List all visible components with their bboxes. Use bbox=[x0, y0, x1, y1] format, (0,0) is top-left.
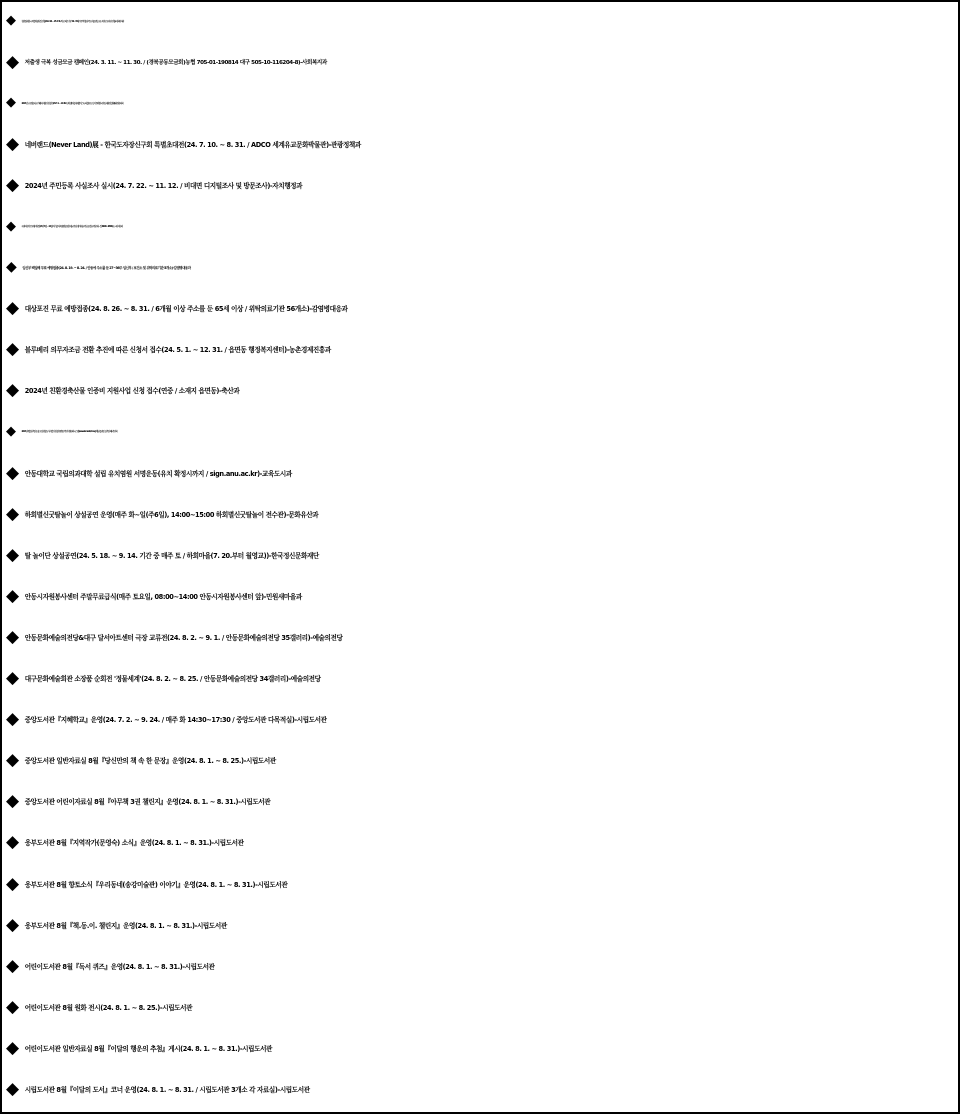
notice-text: 중앙도서관『지혜학교』운영(24. 7. 2. ~ 9. 24. / 매주 화 14:30~17:30 / 중앙도서관 다목적실)-시립도서관 bbox=[24, 716, 327, 725]
diamond-bullet-icon: ◆ bbox=[6, 626, 19, 647]
diamond-bullet-icon: ◆ bbox=[6, 791, 19, 812]
notice-text: 웅부도서관 8월 향토소식『우리동네(송강미술관) 이야기』운영(24. 8. 1. ~ 8. 31.)-시립도서관 bbox=[24, 880, 288, 889]
notice-text: 2024년 노후경유차 조기폐차 지원 신청 접수(24. 7. 1. ~ 11. 30. / 인터넷(자동차배출가스누리집) 또는 등기우편(한국자동차환경협회))-환경관리과 bbox=[21, 101, 124, 105]
diamond-bullet-icon: ◆ bbox=[6, 668, 19, 689]
diamond-bullet-icon: ◆ bbox=[6, 832, 19, 853]
notice-item bbox=[0, 575, 960, 616]
diamond-bullet-icon: ◆ bbox=[6, 996, 19, 1017]
notice-item bbox=[0, 164, 960, 205]
notice-item bbox=[0, 699, 960, 740]
notice-item bbox=[0, 123, 960, 164]
notice-text: 녹색자전거 무료대여사업(24년 3월 ~ 12월 / 어가골 다목적광장, 영호대교 북단, 영가대교 북단, 용정교 북단 / 화~일 09:00~18:00)-도시디자인과 bbox=[21, 225, 123, 229]
diamond-bullet-icon: ◆ bbox=[6, 462, 19, 483]
notice-text: 어린이도서관 일반자료실 8월『이달의 행운의 추첨』게시(24. 8. 1. ~ 8. 31.)-시립도서관 bbox=[24, 1044, 273, 1053]
notice-item bbox=[0, 658, 960, 699]
notice-text: 안동대학교 국립의과대학 설립 유치염원 서명운동(유치 확정시까지 / sign.anu.ac.kr)-교육도시과 bbox=[24, 469, 292, 478]
notice-item bbox=[0, 493, 960, 534]
notice-item bbox=[0, 247, 960, 288]
notice-text: 블루베리 의무자조금 전환 추진에 따른 신청서 접수(24. 5. 1. ~ 12. 31. / 읍면동 행정복지센터)-농촌경제진흥과 bbox=[24, 346, 331, 355]
notice-text: 2024년 깨끗한 축산농장 조성 희망농가 사업 신청 접수(연중 / 축산악취관리시스템(www.lemi.or.kr/oms/), 해당 읍면동 및 축산과)-축산과 bbox=[21, 430, 118, 434]
diamond-bullet-icon: ◆ bbox=[6, 259, 17, 276]
notice-text: 하회별신굿탈놀이 상설공연 운영(매주 화~일(주6일), 14:00~15:00 하회별신굿탈놀이 전수관)-문화유산과 bbox=[24, 510, 319, 519]
diamond-bullet-icon: ◆ bbox=[6, 298, 19, 319]
notice-text: 어린이도서관 8월『독서 퀴즈』운영(24. 8. 1. ~ 8. 31.)-시립도서관 bbox=[24, 962, 215, 971]
diamond-bullet-icon: ◆ bbox=[6, 380, 19, 401]
notice-item bbox=[0, 82, 960, 123]
notice-item bbox=[0, 822, 960, 863]
notice-item bbox=[0, 1027, 960, 1068]
diamond-bullet-icon: ◆ bbox=[6, 873, 19, 894]
notice-text: 대구문화예술회관 소장품 순회전 '정물세계'(24. 8. 2. ~ 8. 25. / 안동문화예술의전당 34갤러리)-예술의전당 bbox=[24, 675, 321, 684]
diamond-bullet-icon: ◆ bbox=[6, 1078, 19, 1099]
diamond-bullet-icon: ◆ bbox=[6, 174, 19, 195]
diamond-bullet-icon: ◆ bbox=[6, 339, 19, 360]
notice-text: 청년월세 한시 특별지원사업 신청(24. 2. 26. ~ 25. 3. 31. / 부모 따로 거주 19~34세 무주택 청년 / 주소지읍면동 또는 복지로 온라인신청)-사회복지과 bbox=[21, 19, 124, 23]
notice-item bbox=[0, 0, 960, 41]
notice-item bbox=[0, 616, 960, 657]
diamond-bullet-icon: ◆ bbox=[6, 914, 19, 935]
notice-item bbox=[0, 411, 960, 452]
notice-text: 웅부도서관 8월『책.동.이. 챌린지』운영(24. 8. 1. ~ 8. 31.)-시립도서관 bbox=[24, 921, 227, 930]
diamond-bullet-icon: ◆ bbox=[6, 13, 16, 29]
notice-item bbox=[0, 329, 960, 370]
notice-item bbox=[0, 41, 960, 82]
notice-item bbox=[0, 740, 960, 781]
notice-item bbox=[0, 904, 960, 945]
notice-text: 중앙도서관 일반자료실 8월『당신만의 책 속 한 문장』운영(24. 8. 1. ~ 8. 25.)-시립도서관 bbox=[24, 757, 276, 766]
diamond-bullet-icon: ◆ bbox=[6, 750, 19, 771]
notice-text: 저출생 극복 성금모금 캠페인(24. 3. 11. ~ 11. 30. / (경북공동모금회)농협 705-01-190814 대구 505-10-116204-8)-사회복지과 bbox=[24, 59, 327, 66]
notice-text: 어린이도서관 8월 원화 전시(24. 8. 1. ~ 8. 25.)-시립도서관 bbox=[24, 1003, 193, 1012]
notice-item bbox=[0, 534, 960, 575]
notice-item bbox=[0, 370, 960, 411]
notice-text: 탈 놀이단 상설공연(24. 5. 18. ~ 9. 14. 기간 중 매주 토 / 하회마을(7. 20.부터 월영교))-한국정신문화재단 bbox=[24, 551, 319, 560]
notice-item bbox=[0, 781, 960, 822]
diamond-bullet-icon: ◆ bbox=[6, 423, 16, 439]
notice-text: 임신부 백일해 무료 예방접종(24. 8. 19. ~ 8. 24. / 안동에 주소를 둔 27~36주 임신부 / 보건소 및 위탁의료기관 5개소)-감염병대응과 bbox=[22, 265, 191, 270]
notice-text: 대상포진 무료 예방접종(24. 8. 26. ~ 8. 31. / 6개월 이상 주소를 둔 65세 이상 / 위탁의료기관 56개소)-감염병대응과 bbox=[24, 305, 348, 314]
notice-text: 안동시자원봉사센터 주말무료급식(매주 토요일, 08:00~14:00 안동시자원봉사센터 앞)-민원새마을과 bbox=[24, 592, 302, 601]
notice-text: 웅부도서관 8월『지역작가(문영숙) 소식』운영(24. 8. 1. ~ 8. 31.)-시립도서관 bbox=[24, 839, 244, 848]
diamond-bullet-icon: ◆ bbox=[6, 503, 19, 524]
diamond-bullet-icon: ◆ bbox=[6, 585, 19, 606]
notice-text: 2024년 친환경축산물 인증비 지원사업 신청 접수(연중 / 소재지 읍면동)-축산과 bbox=[24, 387, 240, 396]
notice-item bbox=[0, 945, 960, 986]
diamond-bullet-icon: ◆ bbox=[6, 955, 19, 976]
notice-text: 안동문화예술의전당&대구 달서아트센터 극장 교류전(24. 8. 2. ~ 9. 1. / 안동문화예술의전당 35갤러리)-예술의전당 bbox=[24, 633, 343, 642]
diamond-bullet-icon: ◆ bbox=[6, 133, 19, 154]
notice-item bbox=[0, 205, 960, 246]
notice-item bbox=[0, 288, 960, 329]
notice-text: 중앙도서관 어린이자료실 8월『아무책 3권 챌린지』운영(24. 8. 1. ~ 8. 31.)-시립도서관 bbox=[24, 798, 271, 807]
notice-text: 2024년 주민등록 사실조사 실시(24. 7. 22. ~ 11. 12. / 비대면 디지털조사 및 방문조사)-자치행정과 bbox=[24, 181, 303, 190]
diamond-bullet-icon: ◆ bbox=[6, 51, 19, 72]
notice-item bbox=[0, 452, 960, 493]
diamond-bullet-icon: ◆ bbox=[6, 95, 16, 111]
notice-text: 시립도서관 8월『이달의 도서』코너 운영(24. 8. 1. ~ 8. 31. / 시립도서관 3개소 각 자료실)-시립도서관 bbox=[24, 1085, 310, 1094]
diamond-bullet-icon: ◆ bbox=[6, 1037, 19, 1058]
diamond-bullet-icon: ◆ bbox=[6, 544, 19, 565]
notice-item bbox=[0, 1068, 960, 1109]
notice-item bbox=[0, 986, 960, 1027]
notice-text: 네버랜드(Never Land)展 - 한국도자장신구회 특별초대전(24. 7. 10. ~ 8. 31. / ADCO 세계유교문화박물관)-관광정책과 bbox=[24, 140, 361, 149]
notice-item bbox=[0, 863, 960, 904]
diamond-bullet-icon: ◆ bbox=[6, 709, 19, 730]
diamond-bullet-icon: ◆ bbox=[6, 218, 16, 234]
